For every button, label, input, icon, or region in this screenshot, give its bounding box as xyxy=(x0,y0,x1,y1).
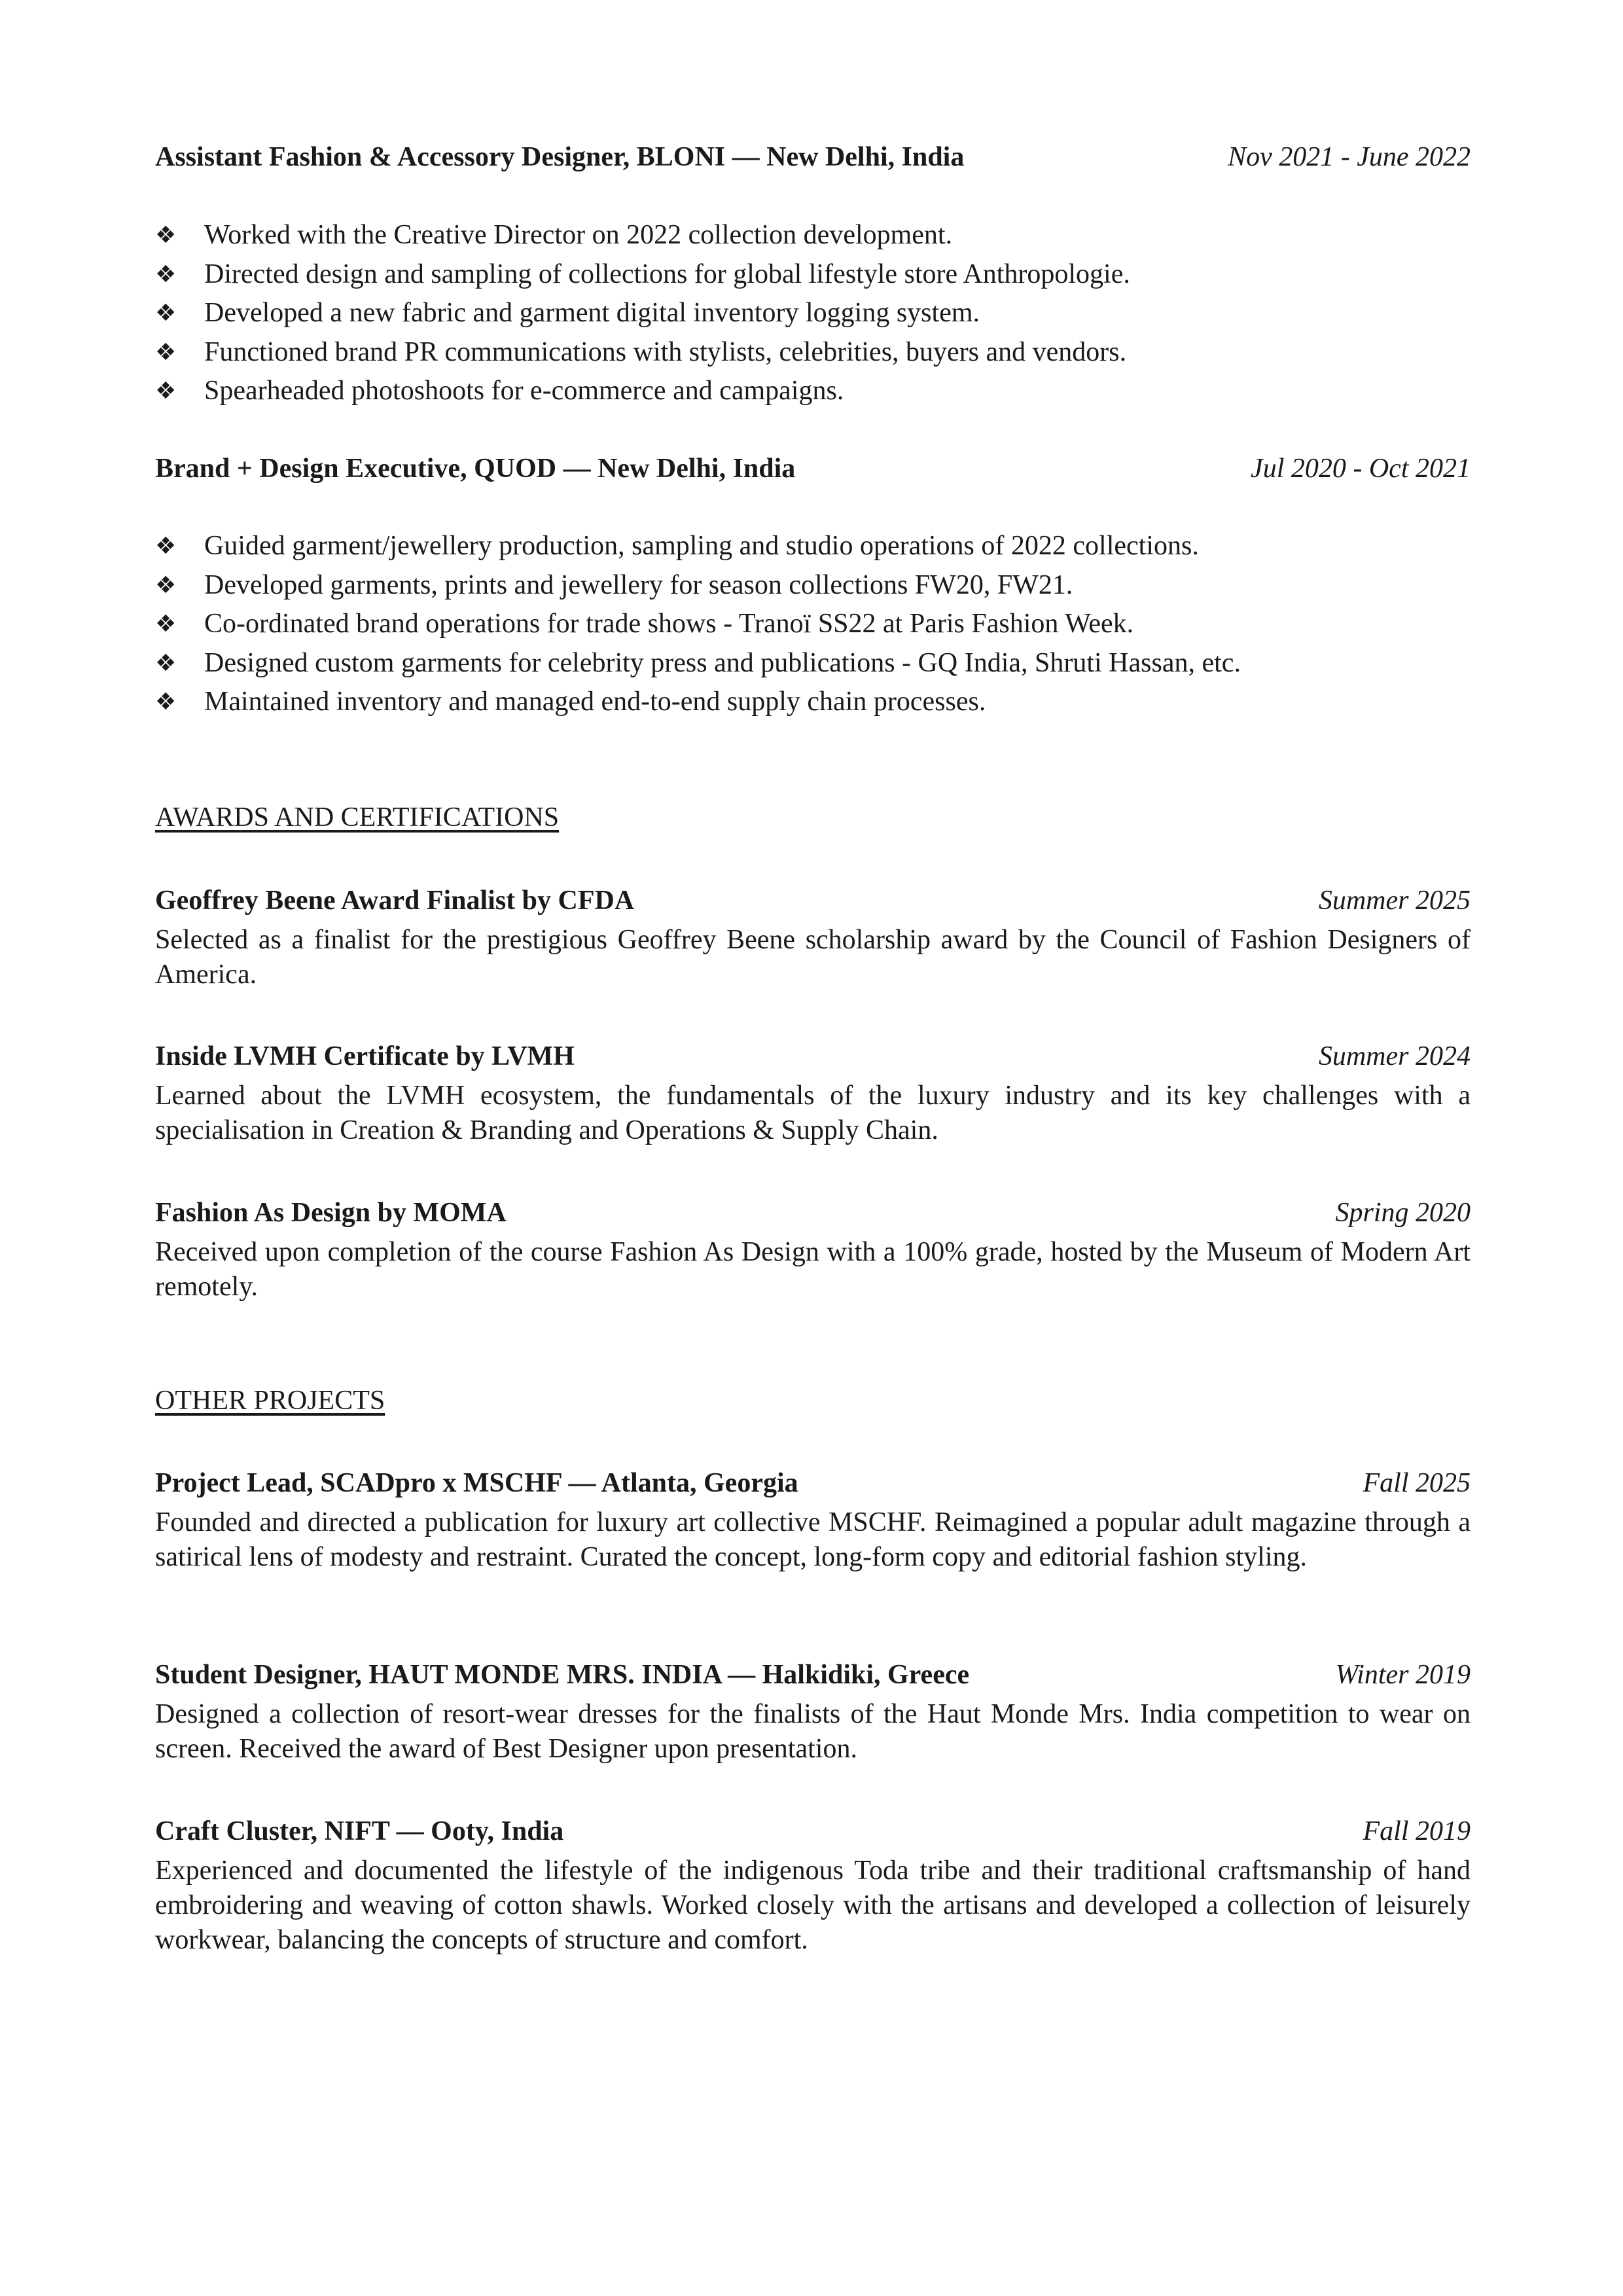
project-date: Fall 2025 xyxy=(1363,1468,1471,1498)
experience-bullet-list xyxy=(155,527,1471,722)
diamond-bullet-icon: ❖ xyxy=(155,260,177,288)
bullet-item: ❖ Co-ordinated brand operations for trade shows - Tranoï SS22 at Paris Fashion Week. xyxy=(155,605,1471,644)
award-description: Selected as a finalist for the prestigious Geoffrey Beene scholarship award by the Council of Fashion Designers of America. xyxy=(155,925,1471,990)
award-date: Summer 2024 xyxy=(1318,1041,1471,1071)
experience-entry-header xyxy=(155,141,1471,181)
project-date: Fall 2019 xyxy=(1363,1816,1471,1846)
diamond-bullet-icon: ❖ xyxy=(155,378,177,404)
award-entry-header xyxy=(155,1197,1471,1236)
project-title: Student Designer, HAUT MONDE MRS. INDIA — Halkidiki, Greece xyxy=(155,1660,970,1690)
project-description: Founded and directed a publication for luxury art collective MSCHF. Reimagined a popular adult magazine through a satirical lens of modesty and restraint. Curated the concept, long-form copy and editorial fashion styling. xyxy=(155,1507,1471,1572)
diamond-bullet-icon: ❖ xyxy=(155,300,177,327)
award-description: Learned about the LVMH ecosystem, the fundamentals of the luxury industry and its key challenges with a specialisation in Creation & Branding and Operations & Supply Chain. xyxy=(155,1081,1471,1145)
project-entry-header xyxy=(155,1659,1471,1698)
project-entry-header xyxy=(155,1467,1471,1507)
bullet-item: ❖ Maintained inventory and managed end-to-end supply chain processes. xyxy=(155,683,1471,722)
bullet-item: ❖ Developed garments, prints and jewellery for season collections FW20, FW21. xyxy=(155,566,1471,605)
experience-dates: Nov 2021 - June 2022 xyxy=(1228,142,1471,172)
project-title: Project Lead, SCADpro x MSCHF — Atlanta, Georgia xyxy=(155,1468,798,1498)
bullet-item: ❖ Directed design and sampling of collections for global lifestyle store Anthropologie. xyxy=(155,255,1471,295)
experience-dates: Jul 2020 - Oct 2021 xyxy=(1251,454,1471,484)
project-title: Craft Cluster, NIFT — Ooty, India xyxy=(155,1816,564,1846)
bullet-item: ❖ Developed a new fabric and garment digital inventory logging system. xyxy=(155,294,1471,333)
project-date: Winter 2019 xyxy=(1335,1660,1471,1690)
diamond-bullet-icon: ❖ xyxy=(155,533,177,560)
diamond-bullet-icon: ❖ xyxy=(155,611,177,637)
award-entry-header xyxy=(155,885,1471,924)
experience-title: Brand + Design Executive, QUOD — New Delhi, India xyxy=(155,454,796,484)
diamond-bullet-icon: ❖ xyxy=(155,689,177,715)
bullet-item: ❖ Guided garment/jewellery production, sampling and studio operations of 2022 collections. xyxy=(155,527,1471,566)
award-title: Fashion As Design by MOMA xyxy=(155,1198,507,1228)
bullet-item: ❖ Functioned brand PR communications with stylists, celebrities, buyers and vendors. xyxy=(155,333,1471,372)
experience-bullet-list xyxy=(155,216,1471,411)
award-title: Inside LVMH Certificate by LVMH xyxy=(155,1041,575,1071)
diamond-bullet-icon: ❖ xyxy=(155,571,177,599)
bullet-item: ❖ Designed custom garments for celebrity press and publications - GQ India, Shruti Hassan, etc. xyxy=(155,644,1471,683)
project-entry-header xyxy=(155,1816,1471,1855)
award-entry-header xyxy=(155,1041,1471,1080)
diamond-bullet-icon: ❖ xyxy=(155,338,177,366)
award-description: Received upon completion of the course Fashion As Design with a 100% grade, hosted by the Museum of Modern Art remotely. xyxy=(155,1237,1471,1302)
award-date: Summer 2025 xyxy=(1318,886,1471,916)
bullet-item: ❖ Spearheaded photoshoots for e-commerce and campaigns. xyxy=(155,372,1471,411)
award-title: Geoffrey Beene Award Finalist by CFDA xyxy=(155,886,635,916)
award-date: Spring 2020 xyxy=(1335,1198,1471,1228)
bullet-item: ❖ Worked with the Creative Director on 2022 collection development. xyxy=(155,216,1471,255)
projects-section-heading: OTHER PROJECTS xyxy=(155,1386,385,1416)
project-description: Designed a collection of resort-wear dresses for the finalists of the Haut Monde Mrs. India competition to wear on screen. Received the award of Best Designer upon presentation. xyxy=(155,1699,1471,1764)
project-description: Experienced and documented the lifestyle of the indigenous Toda tribe and their traditional craftsmanship of hand embroidering and weaving of cotton shawls. Worked closely with the artisans and developed a collection of leisurely workwear, balancing the concepts of structure and comfort. xyxy=(155,1856,1471,1955)
diamond-bullet-icon: ❖ xyxy=(155,222,177,249)
awards-section-heading: AWARDS AND CERTIFICATIONS xyxy=(155,802,560,833)
diamond-bullet-icon: ❖ xyxy=(155,649,177,677)
experience-entry-header xyxy=(155,453,1471,492)
experience-title: Assistant Fashion & Accessory Designer, BLONI — New Delhi, India xyxy=(155,142,965,172)
